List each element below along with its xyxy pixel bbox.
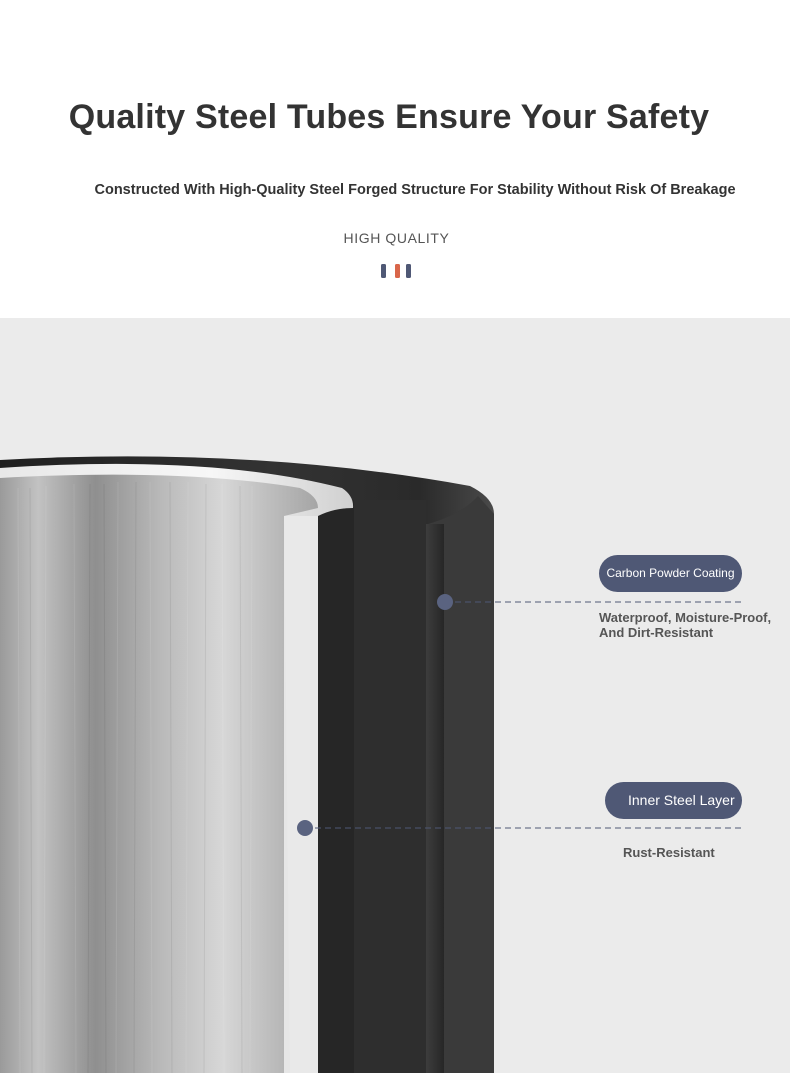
callout-label-coating: Carbon Powder Coating (599, 555, 742, 592)
callout-dot-coating (437, 594, 453, 610)
steel-body (0, 475, 318, 1073)
bar-left (381, 264, 386, 278)
callout-description-steel: Rust-Resistant (623, 845, 715, 860)
steel-highlight-edge (284, 516, 318, 1073)
decorative-bars (381, 264, 413, 278)
header-section (0, 0, 790, 318)
inner-shadow-band (316, 500, 356, 1073)
callout-label-steel: Inner Steel Layer (605, 782, 742, 819)
tagline: HIGH QUALITY (343, 230, 450, 246)
product-panel (0, 318, 790, 1073)
bar-middle (395, 264, 400, 278)
page-title: Quality Steel Tubes Ensure Your Safety (68, 98, 710, 136)
bar-right (406, 264, 411, 278)
callout-dot-steel (297, 820, 313, 836)
steel-tube-illustration (0, 318, 790, 1073)
page-subtitle: Constructed With High-Quality Steel Forged Structure For Stability Without Risk Of Breakage (94, 182, 736, 198)
callout-description-coating: Waterproof, Moisture-Proof, And Dirt-Resistant (599, 610, 772, 640)
inner-dark-band (354, 500, 426, 1073)
